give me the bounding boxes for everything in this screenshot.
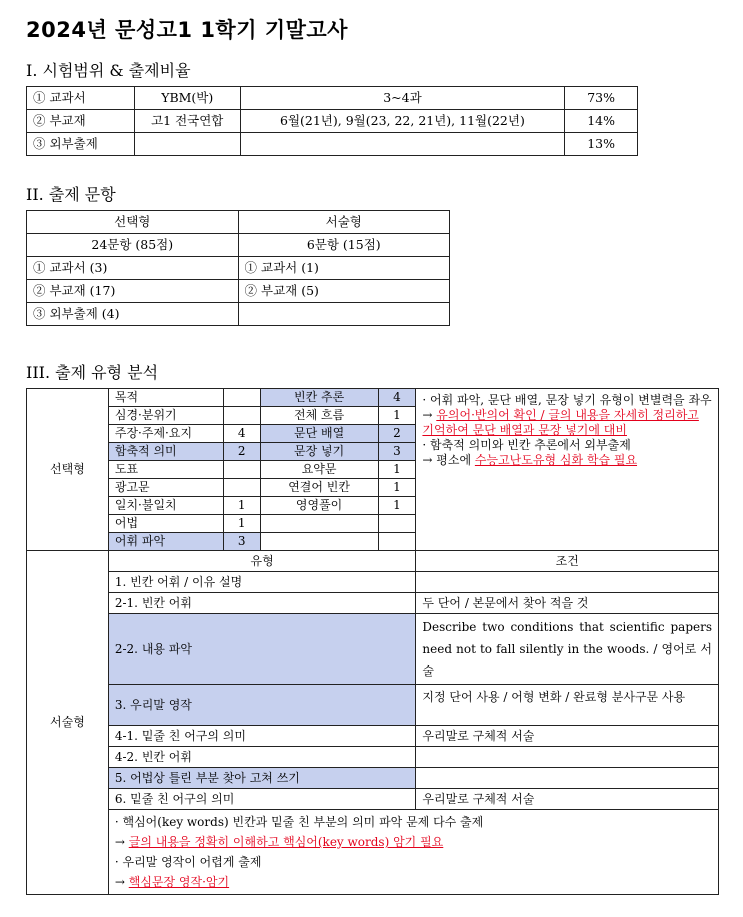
type-count: 1	[378, 479, 416, 497]
sub-condition: 두 단어 / 본문에서 찾아 적을 것	[416, 593, 719, 614]
column-header: 유형	[108, 551, 416, 572]
question-source	[238, 303, 449, 326]
table-row	[27, 614, 719, 685]
type-count: 4	[223, 425, 260, 443]
type-name: 목적	[108, 389, 223, 407]
type-name: 도표	[108, 461, 223, 479]
sub-condition: 우리말로 구체적 서술	[416, 789, 719, 810]
scope-range: 6월(21년), 9월(23, 22, 21년), 11월(22년)	[240, 110, 565, 133]
table-row	[27, 747, 719, 768]
note-arrow	[422, 453, 712, 468]
analysis-table	[26, 388, 719, 895]
type-count: 2	[378, 425, 416, 443]
sub-type: 4-2. 빈칸 어휘	[108, 747, 416, 768]
type-name: 심경·분위기	[108, 407, 223, 425]
type-count: 3	[223, 533, 260, 551]
table-row	[27, 768, 719, 789]
scope-table	[26, 86, 638, 156]
type-count	[223, 389, 260, 407]
table-row	[27, 87, 638, 110]
empty-cell	[378, 515, 416, 533]
type-name: 요약문	[260, 461, 378, 479]
type-name: 어법	[108, 515, 223, 533]
note-emphasis: 수능고난도유형 심화 학습 필요	[474, 453, 638, 467]
table-row	[27, 389, 719, 407]
question-source: ② 부교재 (17)	[27, 280, 239, 303]
type-count	[223, 479, 260, 497]
type-count: 3	[378, 443, 416, 461]
note-line: · 어휘 파악, 문단 배열, 문장 넣기 유형이 변별력을 좌우	[422, 393, 712, 407]
scope-range: 3~4과	[240, 87, 565, 110]
type-name: 광고문	[108, 479, 223, 497]
objective-note	[416, 389, 719, 551]
question-source: ③ 외부출제 (4)	[27, 303, 239, 326]
sub-type: 4-1. 밑줄 친 어구의 의미	[108, 726, 416, 747]
sub-condition	[416, 747, 719, 768]
sub-condition: 지정 단어 사용 / 어형 변화 / 완료형 분사구문 사용	[416, 685, 719, 726]
sub-condition: 우리말로 구체적 서술	[416, 726, 719, 747]
question-source: ① 교과서 (3)	[27, 257, 239, 280]
type-name: 주장·주제·요지	[108, 425, 223, 443]
page-title: 2024년 문성고1 1학기 기말고사	[26, 18, 348, 42]
type-count: 2	[223, 443, 260, 461]
column-header: 선택형	[27, 211, 239, 234]
question-source: ① 교과서 (1)	[238, 257, 449, 280]
subjective-note	[108, 810, 718, 895]
note-arrow	[115, 872, 712, 892]
scope-ratio: 14%	[565, 110, 638, 133]
question-source: ② 부교재 (5)	[238, 280, 449, 303]
scope-ratio: 13%	[565, 133, 638, 156]
empty-cell	[260, 533, 378, 551]
sub-type: 1. 빈칸 어휘 / 이유 설명	[108, 572, 416, 593]
scope-book	[134, 133, 240, 156]
column-header: 서술형	[238, 211, 449, 234]
type-count: 1	[223, 497, 260, 515]
table-row	[27, 685, 719, 726]
table-row	[27, 789, 719, 810]
table-row	[27, 810, 719, 895]
sub-type: 2-1. 빈칸 어휘	[108, 593, 416, 614]
note-emphasis: 글의 내용을 정확히 이해하고 핵심어(key words) 암기 필요	[128, 835, 444, 849]
sub-type: 3. 우리말 영작	[108, 685, 416, 726]
note-arrow-prefix: →	[114, 835, 129, 849]
note-line: · 핵심어(key words) 빈칸과 밑줄 친 부분의 의미 파악 문제 다수 출제	[114, 815, 484, 829]
type-count: 1	[378, 497, 416, 515]
table-row	[27, 303, 450, 326]
type-count	[223, 461, 260, 479]
scope-book: 고1 전국연합	[134, 110, 240, 133]
subjective-label: 서술형	[27, 551, 109, 895]
note-arrow	[422, 408, 712, 438]
empty-cell	[260, 515, 378, 533]
table-row	[27, 257, 450, 280]
note-arrow-prefix: → 평소에	[422, 453, 475, 467]
type-count: 1	[223, 515, 260, 533]
type-count: 1	[378, 407, 416, 425]
scope-name: ③ 외부출제	[27, 133, 135, 156]
sub-type: 6. 밑줄 친 어구의 의미	[108, 789, 416, 810]
note-emphasis: 핵심문장 영작·암기	[128, 875, 230, 889]
type-name: 연결어 빈칸	[260, 479, 378, 497]
type-count: 1	[378, 461, 416, 479]
empty-cell	[378, 533, 416, 551]
sub-type: 2-2. 내용 파악	[108, 614, 416, 685]
scope-name: ② 부교재	[27, 110, 135, 133]
table-row	[27, 726, 719, 747]
table-row	[27, 211, 450, 234]
scope-name: ① 교과서	[27, 87, 135, 110]
sub-condition	[416, 768, 719, 789]
note-arrow-prefix: →	[114, 875, 129, 889]
type-name: 전체 흐름	[260, 407, 378, 425]
scope-ratio: 73%	[565, 87, 638, 110]
note-arrow-prefix: →	[422, 408, 437, 422]
sub-condition	[416, 572, 719, 593]
type-name: 빈칸 추론	[260, 389, 378, 407]
question-total: 6문항 (15점)	[238, 234, 449, 257]
type-name: 영영풀이	[260, 497, 378, 515]
note-emphasis: 유의어·반의어 확인 / 글의 내용을 자세히 정리하고 기억하여 문단 배열과 문장 넣기에 대비	[422, 408, 699, 437]
scope-book: YBM(박)	[134, 87, 240, 110]
table-row	[27, 110, 638, 133]
table-row	[27, 133, 638, 156]
table-row	[27, 593, 719, 614]
type-count: 4	[378, 389, 416, 407]
sub-type: 5. 어법상 틀린 부분 찾아 고쳐 쓰기	[108, 768, 416, 789]
section-heading-analysis: III. 출제 유형 분석	[26, 363, 159, 382]
note-line: · 함축적 의미와 빈칸 추론에서 외부출제	[422, 438, 631, 452]
table-row	[27, 572, 719, 593]
type-name: 문단 배열	[260, 425, 378, 443]
section-heading-scope: I. 시험범위 & 출제비율	[26, 61, 191, 80]
sub-condition: Describe two conditions that scientific papers need not to fall silently in the woods. / 영어로 서술	[416, 614, 719, 685]
scope-range	[240, 133, 565, 156]
type-count	[223, 407, 260, 425]
question-total: 24문항 (85점)	[27, 234, 239, 257]
column-header: 조건	[416, 551, 719, 572]
objective-label: 선택형	[27, 389, 109, 551]
type-name: 일치·불일치	[108, 497, 223, 515]
note-line: · 우리말 영작이 어렵게 출제	[114, 855, 262, 869]
type-name: 문장 넣기	[260, 443, 378, 461]
section-heading-questions: II. 출제 문항	[26, 185, 116, 204]
table-row	[27, 280, 450, 303]
questions-table	[26, 210, 450, 326]
note-arrow	[115, 832, 712, 852]
table-row	[27, 551, 719, 572]
table-row	[27, 234, 450, 257]
type-name: 함축적 의미	[108, 443, 223, 461]
type-name: 어휘 파악	[108, 533, 223, 551]
